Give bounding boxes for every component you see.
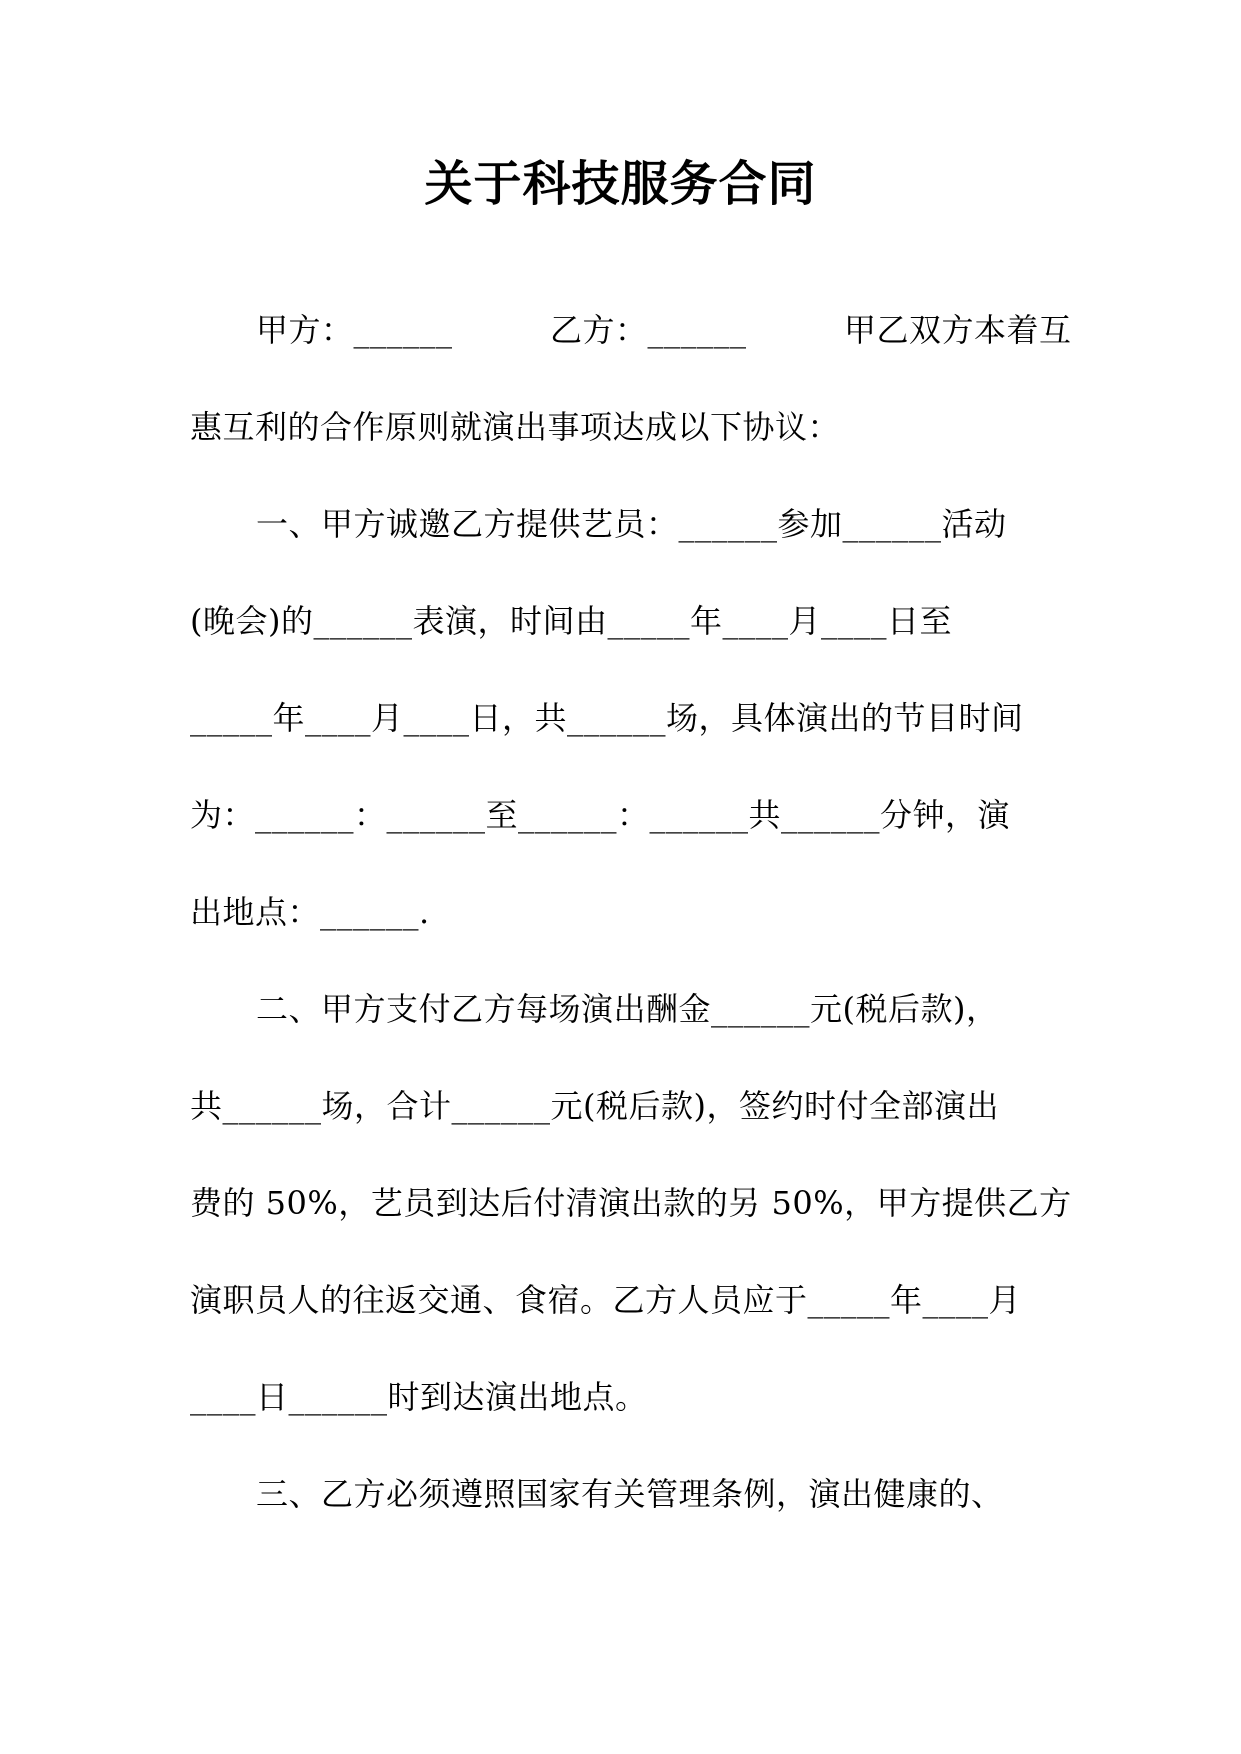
- paragraph-line: 出地点：______.: [190, 893, 430, 931]
- paragraph-line: 三、乙方必须遵照国家有关管理条例，演出健康的、: [256, 1475, 1004, 1513]
- paragraph-line: _____年____月____日，共______场，具体演出的节目时间: [190, 699, 1024, 737]
- document-title: 关于科技服务合同: [424, 156, 817, 212]
- paragraph-line: 二、甲方支付乙方每场演出酬金______元(税后款)，: [256, 990, 999, 1028]
- paragraph-line: 共______场，合计______元(税后款)，签约时付全部演出: [190, 1087, 999, 1125]
- paragraph-line: 惠互利的合作原则就演出事项达成以下协议：: [190, 408, 841, 446]
- paragraph-line: 演职员人的往返交通、食宿。乙方人员应于_____年____月: [190, 1281, 1022, 1319]
- paragraph-line: (晚会)的______表演，时间由_____年____月____日至: [190, 602, 952, 640]
- paragraph-line: ____日______时到达演出地点。: [190, 1378, 648, 1416]
- paragraph-line: 一、甲方诚邀乙方提供艺员：______参加______活动: [256, 505, 1007, 543]
- paragraph-line: 甲方：______ 乙方：______ 甲乙双方本着互: [256, 311, 1072, 349]
- paragraph-line: 为：______：______至______：______共______分钟，演: [190, 796, 1011, 834]
- paragraph-line: 费的 50%，艺员到达后付清演出款的另 50%，甲方提供乙方: [190, 1184, 1072, 1222]
